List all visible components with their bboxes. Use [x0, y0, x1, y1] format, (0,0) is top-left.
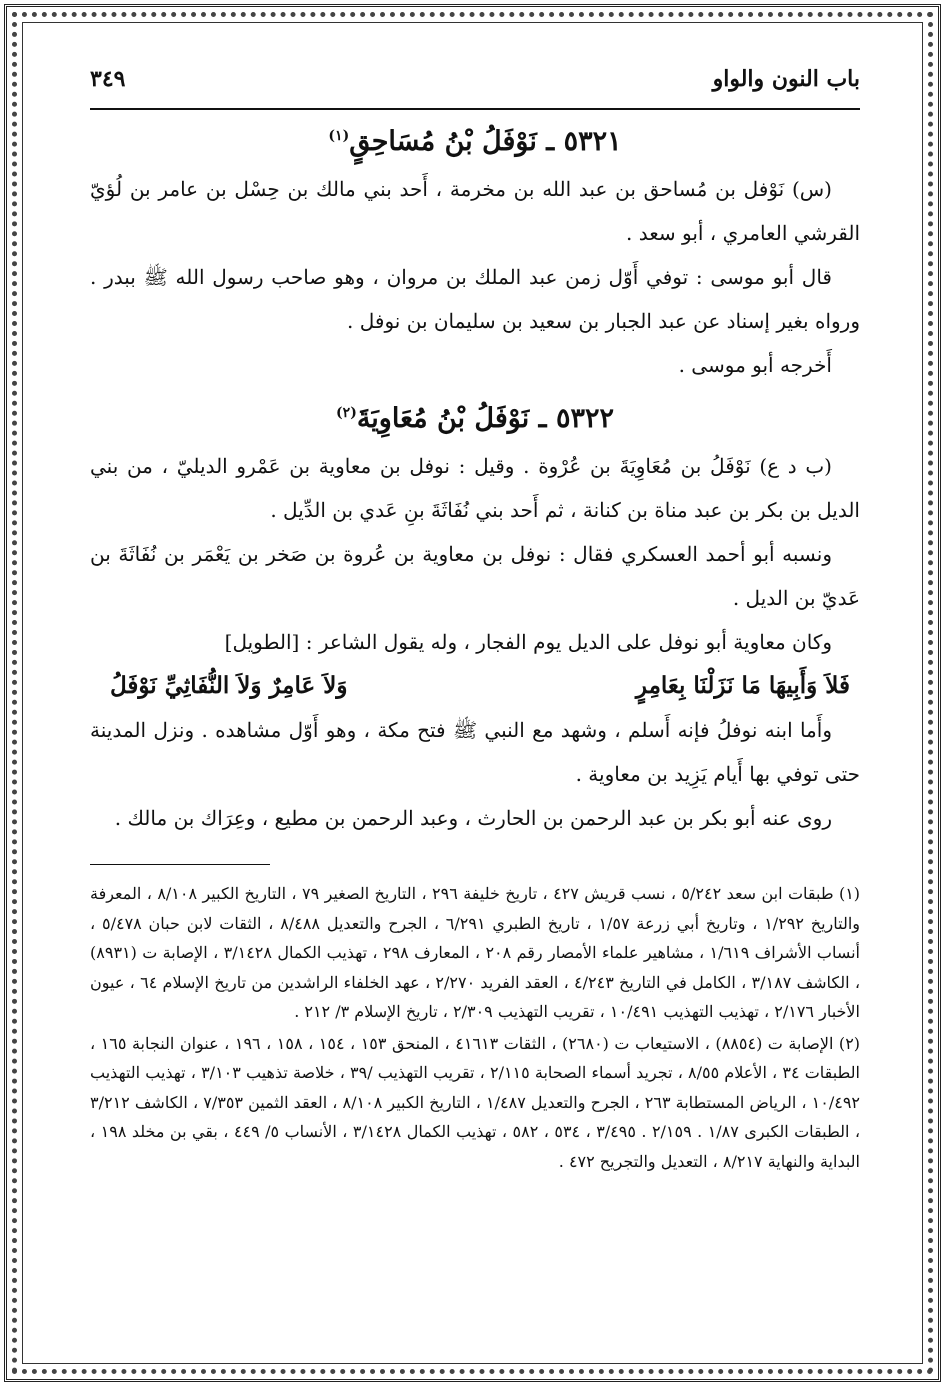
verse-second-hemistich: وَلاَ عَامِرٌ وَلاَ النُّفَاثِيِّ نَوْفَلُ	[110, 672, 348, 699]
poetry-verse	[90, 664, 860, 708]
entry-title-5321	[90, 126, 860, 157]
entry-title-5322	[90, 403, 860, 434]
footnote-ref: (١)	[328, 128, 350, 144]
entry-title-text: ٥٣٢٢ ـ نَوْفَلُ بْنُ مُعَاوِيَةَ	[356, 403, 614, 434]
entry-paragraph: أَخرجه أبو موسى .	[678, 353, 832, 377]
entry-paragraph: وكان معاوية أبو نوفل على الديل يوم الفجار ، وله يقول الشاعر : [الطويل]	[224, 630, 832, 654]
verse-first-hemistich: فَلاَ وَأَبِيهَا مَا نَزَلْنَا بِعَامِرٍ	[635, 672, 850, 699]
running-head	[90, 66, 860, 110]
footnote-ref: (٢)	[336, 405, 357, 421]
footnote-2: (٢) الإصابة ت (٨٨٥٤) ، الاستيعاب ت (٢٦٨٠) ، الثقات ٤١٦١٣ ، المنحق ١٥٣ ، ١٥٤ ، ١٥٨ ، ١٩٦ ، عنوان النجابة ١٦٥ ، الطبقات ٣٤ ، الأعلام ٨/٥٥ ، تجريد أسماء الصحابة ٢/١١٥ ، تقريب التهذيب /٣٩ ، خلاصة تذهيب ٣/١٠٣ ، تهذيب التهذيب ١٠/٤٩٢ ، الرياض المستطابة ٢٦٣ ، الجرح والتعديل ١/٤٨٧ ، التاريخ الكبير ٨/١٠٨ ، العقد الثمين ٧/٣٥٣ ، الكاشف ٣/٢١٢ ، الطبقات الكبرى ١/٨٧ . ٢/١٥٩ . ٣/٤٩٥ ، ٥٣٤ ، ٥٨٢ ، تهذيب الكمال ٣/١٤٢٨ ، الأنساب ٥/ ٤٤٩ ، بقي بن مخلد ١٩٨ ، البداية والنهاية ٨/٢١٧ ، التعديل والتجريح ٤٧٢ .	[90, 1033, 861, 1171]
chapter-title: باب النون والواو	[712, 66, 860, 92]
entry-title-text: ٥٣٢١ ـ نَوْفَلُ بْنُ مُسَاحِقٍ	[349, 126, 622, 157]
book-page	[90, 66, 860, 1336]
page-number: ٣٤٩	[90, 66, 126, 92]
footnotes	[90, 879, 860, 1176]
entry-paragraph: (س) نَوْفل بن مُساحق بن عبد الله بن مخرمة ، أَحد بني مالك بن حِسْل بن عامر بن لُؤيّ القرشي العامري ، أبو سعد .	[90, 177, 860, 245]
entry-paragraph: وأَما ابنه نوفلُ فإنه أَسلم ، وشهد مع النبي ﷺ فتح مكة ، وهو أَوّل مشاهده . ونزل المدينة حتى توفي بها أَيام يَزِيد بن معاوية .	[90, 718, 860, 786]
footnote-1: (١) طبقات ابن سعد ٥/٢٤٢ ، نسب قريش ٤٢٧ ، تاريخ خليفة ٢٩٦ ، التاريخ الصغير ٧٩ ، التاريخ الكبير ٨/١٠٨ ، المعرفة والتاريخ ١/٢٩٢ ، وتاريخ أبي زرعة ١/٥٧ ، تاريخ الطبري ٦/٢٩١ ، الجرح والتعديل ٨/٤٨٨ ، الثقات لابن حبان ٥/٤٧٨ ، أنساب الأشراف ١/٦١٩ ، مشاهير علماء الأمصار رقم ٢٠٨ ، المعارف ٢٩٨ ، تهذيب الكمال ٣/١٤٢٨ ، الإصابة ت (٨٩٣١) ، الكاشف ٣/١٨٧ ، الكامل في التاريخ ٤/٢٤٣ ، العقد الفريد ٢/٢٧٠ ، عهد الخلفاء الراشدين من تاريخ الإسلام ٦٤ ، عيون الأخبار ٢/١٧٦ ، تهذيب التهذيب ١٠/٤٩١ ، تقريب التهذيب ٢/٣٠٩ ، تاريخ الإسلام ٣/ ٢١٢ .	[90, 884, 861, 1021]
entry-paragraph: (ب د ع) نَوْفَلُ بن مُعَاوِيَةَ بن عُرْوة . وقيل : نوفل بن معاوية بن عَمْرو الديليّ ، من بني الديل بن بكر بن عبد مناة بن كنانة ، ثم أَحد بني نُفَاثَةَ بنِ عَدي بن الدِّيل .	[90, 454, 860, 522]
entry-paragraph: قال أبو موسى : توفي أَوّل زمن عبد الملك بن مروان ، وهو صاحب رسول الله ﷺ ببدر . ورواه بغير إسناد عن عبد الجبار بن سعيد بن سليمان بن نوفل .	[90, 265, 860, 333]
entry-paragraph: روى عنه أبو بكر بن عبد الرحمن بن الحارث ، وعبد الرحمن بن مطيع ، وعِرَاك بن مالك .	[114, 806, 832, 830]
entry-paragraph: ونسبه أبو أحمد العسكري فقال : نوفل بن معاوية بن عُروة بن صَخر بن يَعْمَر بن نُفَاثَةَ بن عَديّ بن الديل .	[90, 542, 860, 610]
footnote-separator	[90, 864, 270, 865]
